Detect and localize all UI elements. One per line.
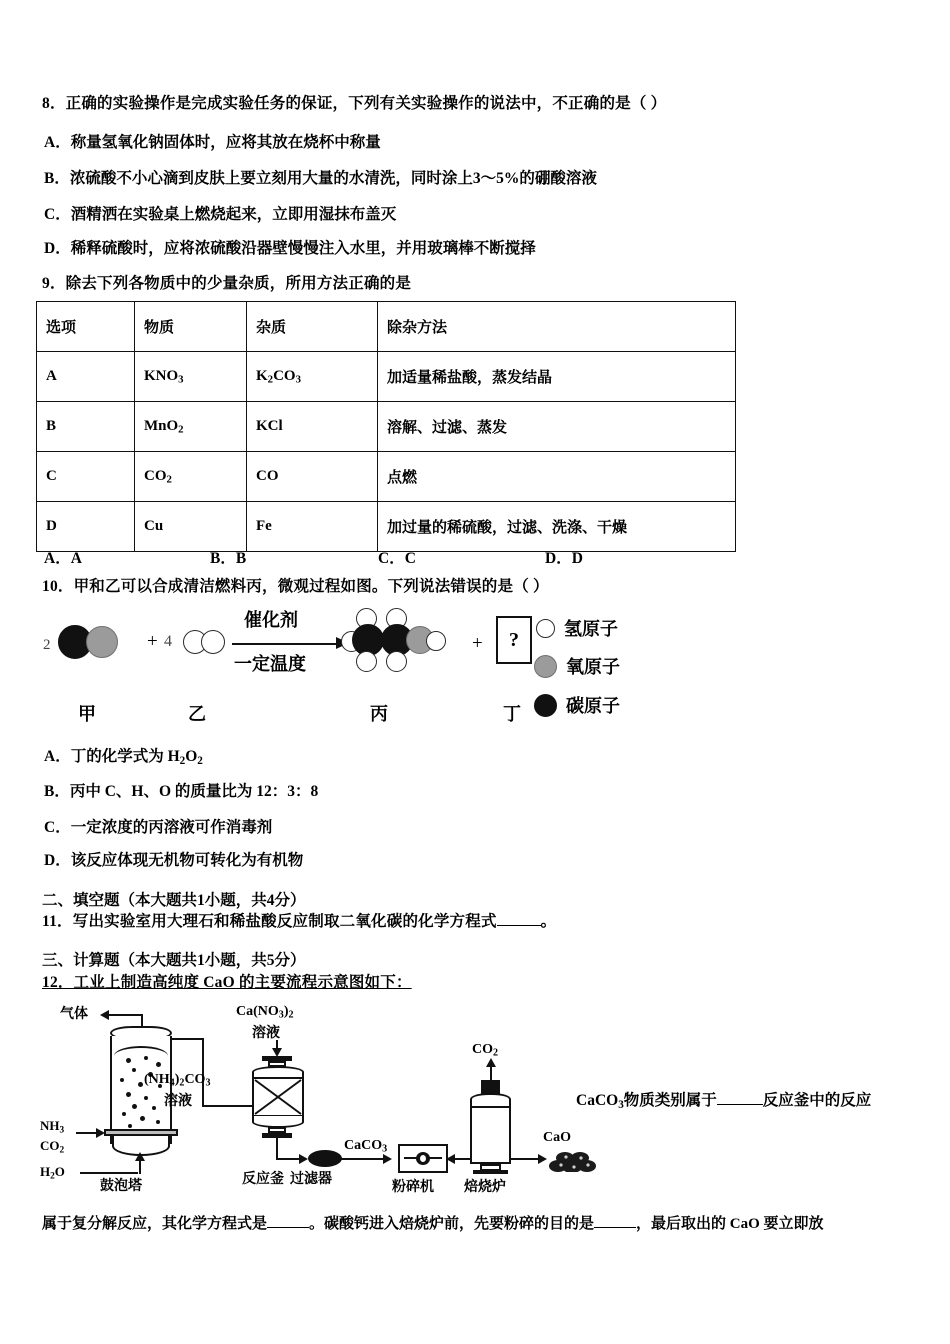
stream-ammonium-carbonate-solution: 溶液 [164,1092,192,1108]
reactor-vessel [252,1077,304,1117]
crusher-label: 粉碎机 [392,1178,434,1194]
answer-blank[interactable] [717,1104,763,1105]
question-12-right-note [576,1088,871,1111]
reactor-label: 反应釜 [242,1170,284,1186]
question-10-option-c: C．一定浓度的丙溶液可作消毒剂 [44,819,273,836]
row-b-option: B [37,402,135,452]
table-header-row [37,302,736,352]
question-8-option-d: D．稀释硫酸时，应将浓硫酸沿器壁慢慢注入水里，并用玻璃棒不断搅择 [44,240,536,257]
filter-unit [308,1150,342,1167]
reaction-arrow [232,600,352,680]
inlet-co2-label: $CO_2$ [40,1138,65,1156]
hydrogen-atom-icon [201,630,225,654]
crusher-unit [398,1144,448,1173]
row-a-substance: $KNO_3$ [135,352,247,402]
legend-carbon-label: 碳原子 [566,696,620,716]
ethanol-molecule [340,608,470,680]
gas-outlet-label: 气体 [60,1005,88,1021]
oxygen-atom-icon [86,626,118,658]
question-9-answer-a: A．A [44,550,82,567]
question-10-option-b: B．丙中 C、H、O 的质量比为 12：3：8 [44,783,319,800]
row-a-option: A [37,352,135,402]
row-b-impurity: KCl [247,402,378,452]
option-a-text-mid: O [185,748,198,765]
table-row [37,402,736,452]
table-header-substance: 物质 [135,302,247,352]
product-cao-label: CaO [543,1130,571,1145]
row-d-method: 加过量的稀硫酸，过滤、洗涤、干燥 [378,502,736,552]
cao-pile-icon [548,1150,598,1172]
impurity-removal-table [36,301,736,552]
row-c-method: 点燃 [378,452,736,502]
right-note-post: 反应釜中的反应 [762,1092,872,1109]
bottom-text-part3: ，最后取出的 CaO 要立即放 [636,1216,824,1232]
label-jia: 甲 [78,704,96,724]
answer-blank[interactable] [497,925,541,926]
unknown-product-box: ? [496,616,532,664]
table-row [37,352,736,402]
question-10-stem: 10．甲和乙可以合成清洁燃料丙，微观过程如图。下列说法错误的是（ ） [42,578,549,595]
row-b-substance: MnO$_2$ [135,402,247,452]
kiln-label: 焙烧炉 [464,1178,506,1194]
right-note-pre: CaCO [576,1092,619,1109]
table-header-method: 除杂方法 [378,302,736,352]
option-a-sub1: 2 [179,754,186,767]
table-header-impurity: 杂质 [247,302,378,352]
question-9-stem: 9．除去下列各物质中的少量杂质，所用方法正确的是 [42,275,412,292]
stream-ammonium-carbonate-label: $(NH_4)_2CO_3$ [144,1072,211,1089]
question-12-bottom-text [42,1212,824,1233]
label-yi: 乙 [188,704,206,724]
calcining-kiln [470,1106,511,1164]
bottom-text-part1: 属于复分解反应，其化学方程式是 [42,1216,268,1232]
question-10-molecular-diagram [40,600,700,740]
stream-calcium-carbonate-label: CaCO$_3$ [344,1138,388,1155]
option-a-sub2: 2 [197,754,203,767]
table-row [37,452,736,502]
answer-blank[interactable] [594,1227,636,1228]
section-3-heading: 三、计算题（本大题共1小题，共5分） [42,952,306,969]
kiln-gas-outlet-label: $CO_2$ [472,1042,499,1059]
table-row [37,502,736,552]
carbon-atom-icon [534,694,557,717]
row-c-impurity: CO [247,452,378,502]
hydrogen-atom-icon [356,651,377,672]
plus-sign-2: + [472,633,483,654]
reagent-calcium-nitrate-solution: 溶液 [252,1024,280,1040]
answer-blank[interactable] [267,1227,309,1228]
right-note-mid: 物质类别属于 [623,1092,717,1109]
question-8-option-c: C．酒精洒在实验桌上燃烧起来，立即用湿抹布盖灭 [44,206,397,223]
section-2-heading: 二、填空题（本大题共1小题，共4分） [42,892,306,909]
legend-carbon [534,692,620,718]
coefficient-yi: 4 [164,633,172,650]
question-9-answer-b: B．B [210,550,247,567]
label-ding: 丁 [503,704,521,724]
row-d-substance: Cu [135,502,247,552]
question-8-option-b: B．浓硫酸不小心滴到皮肤上要立刻用大量的水清洗，同时涂上3～5%的硼酸溶液 [44,170,597,187]
kiln-neck [481,1080,500,1094]
inlet-nh3-label: $NH_3$ [40,1118,65,1136]
question-10-option-d: D．该反应体现无机物可转化为有机物 [44,852,304,869]
bottom-text-part2: 。碳酸钙进入焙烧炉前，先要粉碎的目的是 [309,1216,595,1232]
question-9-answer-c: C．C [378,550,416,567]
question-12-stem: 12．工业上制造高纯度 CaO 的主要流程示意图如下： [42,974,412,991]
row-a-method: 加适量稀盐酸，蒸发结晶 [378,352,736,402]
question-11-text: 11．写出实验室用大理石和稀盐酸反应制取二氧化碳的化学方程式 [42,913,497,930]
option-a-text-pre: A．丁的化学式为 H [44,748,180,765]
row-d-option: D [37,502,135,552]
row-c-substance: $CO_2$ [135,452,247,502]
legend-hydrogen-label: 氢原子 [564,619,618,639]
question-12-process-flow-diagram [40,1000,600,1200]
legend-oxygen [534,653,620,679]
legend-oxygen-label: 氧原子 [566,657,620,677]
hydrogen-atom-icon [426,631,446,651]
coefficient-jia: 2 [43,637,51,653]
oxygen-atom-icon [534,655,557,678]
question-9-answer-d: D．D [545,550,583,567]
sparger-plate [104,1129,178,1136]
plus-sign-1: + [147,631,158,652]
question-11-stem [42,913,556,932]
row-d-impurity: Fe [247,502,378,552]
inlet-h2o-label: $H_2O$ [40,1164,65,1182]
question-11-period: 。 [540,913,557,930]
hydrogen-atom-icon [386,651,407,672]
label-bing: 丙 [370,704,388,724]
row-c-option: C [37,452,135,502]
question-10-option-a [44,748,203,768]
legend-hydrogen [536,615,618,641]
condition-temperature: 一定温度 [234,654,306,674]
question-8-option-a: A．称量氢氧化钠固体时，应将其放在烧杯中称量 [44,134,381,151]
hydrogen-atom-icon [536,619,555,638]
reagent-calcium-nitrate-label: $Ca(NO_3)_2$ [236,1004,294,1021]
row-a-impurity: $K_2CO_3$ [247,352,378,402]
question-8-stem: 8．正确的实验操作是完成实验任务的保证，下列有关实验操作的说法中，不正确的是（ ） [42,95,667,112]
filter-label: 过滤器 [290,1170,332,1186]
condition-catalyst: 催化剂 [244,610,298,630]
bubble-tower-label: 鼓泡塔 [100,1177,142,1193]
right-note-sub: 3 [618,1098,624,1111]
row-b-method: 溶解、过滤、蒸发 [378,402,736,452]
table-header-option: 选项 [37,302,135,352]
